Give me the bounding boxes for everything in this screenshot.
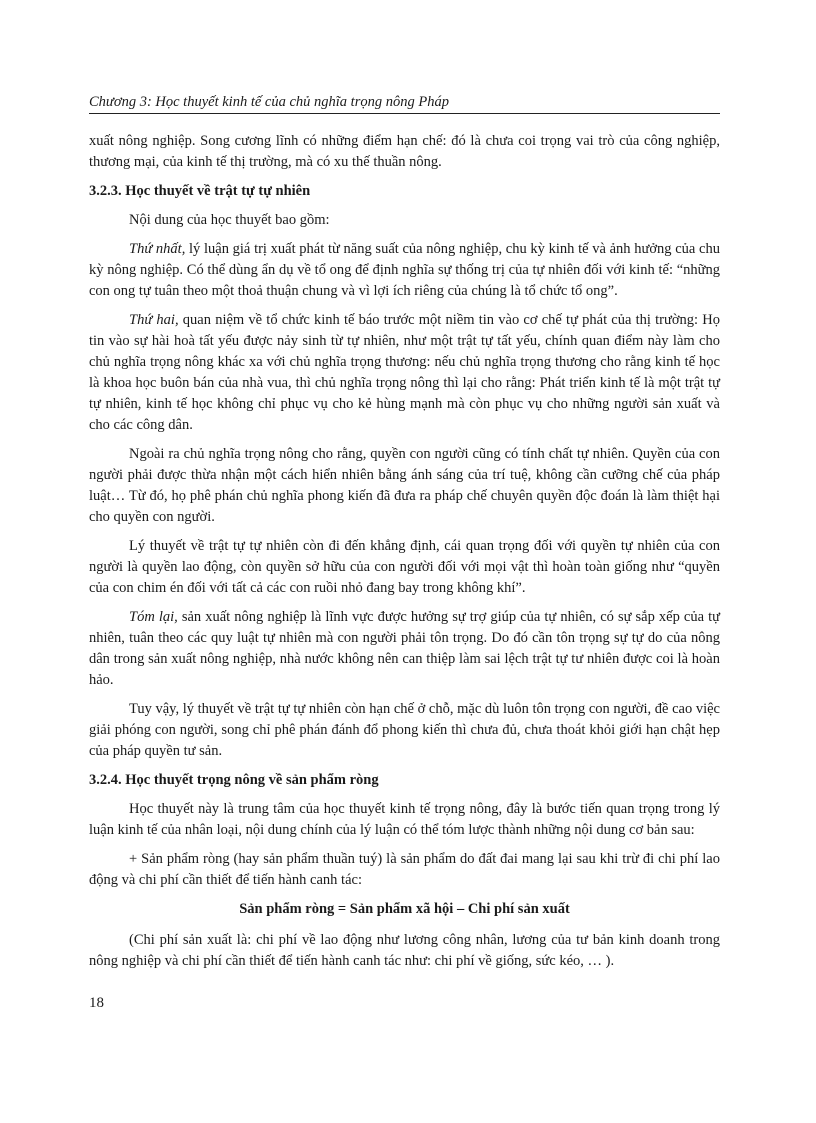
paragraph-net-product-intro: Học thuyết này là trung tâm của học thuyết kinh tế trọng nông, đây là bước tiến quan trọng trong lý luận kinh tế của nhân loại, nội dung chính của lý luận có thể tóm lược thành những nội dung cơ bản sau: (89, 801, 720, 838)
page-number: 18 (89, 995, 104, 1011)
paragraph-content-intro: Nội dung của học thuyết bao gồm: (129, 212, 330, 228)
paragraph-intro: xuất nông nghiệp. Song cương lĩnh có những điểm hạn chế: đó là chưa coi trọng vai trò của công nghiệp, thương mại, của kinh tế thị trường, mà có xu thế thuần nông. (89, 133, 720, 170)
section-heading-3-2-4: 3.2.4. Học thuyết trọng nông về sản phẩm ròng (89, 772, 379, 788)
paragraph-first-point (89, 239, 720, 302)
net-product-formula: Sản phẩm ròng = Sản phẩm xã hội – Chi phí sản xuất (239, 901, 570, 917)
paragraph-summary (89, 607, 720, 691)
summary-lead: Tóm lại, (129, 609, 178, 625)
second-point-body: quan niệm về tổ chức kinh tế báo trước một niềm tin vào cơ chế tự phát của thị trường: Họ tin vào sự hài hoà tất yếu được nảy sinh từ tự nhiên, như một trật tự tất yếu, chính quan điểm này làm cho chủ nghĩa trọng nông khác xa với chủ nghĩa trọng thương: nếu chủ nghĩa trọng thương cho rằng kinh tế học là khoa học buôn bán của nhà vua, thì chủ nghĩa trọng nông thì lại cho rằng: Phát triển kinh tế là một trật tự tự nhiên, kinh tế học không chỉ phục vụ cho kẻ hùng mạnh mà còn phục vụ cho những người sản xuất và cho các công dân. (89, 312, 720, 433)
page-body (89, 131, 720, 980)
first-point-lead: Thứ nhất, (129, 241, 186, 257)
first-point-body: lý luận giá trị xuất phát từ năng suất của nông nghiệp, chu kỳ kinh tế và ảnh hưởng của chu kỳ nông nghiệp. Có thể dùng ẩn dụ về tổ ong để định nghĩa sự thống trị của tự nhiên đối với kinh tế: “những con ong tự tuân theo một thoả thuận chung và vì lợi ích riêng của chúng là tổ chức tổ ong”. (89, 241, 720, 299)
section-heading-3-2-3: 3.2.3. Học thuyết về trật tự tự nhiên (89, 183, 311, 199)
paragraph-limitations: Tuy vậy, lý thuyết về trật tự tự nhiên còn hạn chế ở chỗ, mặc dù luôn tôn trọng con người, đề cao việc giải phóng con người, song chỉ phê phán đánh đổ phong kiến thì chưa đủ, chưa thoát khỏi giới hạn chật hẹp của pháp quyền tư sản. (89, 701, 720, 759)
second-point-lead: Thứ hai, (129, 312, 179, 328)
paragraph-labor-rights: Lý thuyết về trật tự tự nhiên còn đi đến khẳng định, cái quan trọng đối với quyền tự nhiên của con người là quyền lao động, còn quyền sở hữu của con người đối với mọi vật thì hoàn toàn giống như “quyền của con chim én đối với tất cả các con ruồi nhỏ đang bay trong không khí”. (89, 538, 720, 596)
summary-body: sản xuất nông nghiệp là lĩnh vực được hưởng sự trợ giúp của tự nhiên, có sự sắp xếp của tự nhiên, tuân theo các quy luật tự nhiên mà con người phải tôn trọng. Do đó cần tôn trọng sự tự do của nông dân trong sản xuất nông nghiệp, nhà nước không nên can thiệp làm sai lệch trật tự tư nhiên được coi là hoàn hảo. (89, 609, 720, 688)
paragraph-net-product-definition: + Sản phẩm ròng (hay sản phẩm thuần tuý) là sản phẩm do đất đai mang lại sau khi trừ đi chi phí lao động và chi phí cần thiết để tiến hành canh tác: (89, 851, 720, 888)
paragraph-cost-note: (Chi phí sản xuất là: chi phí về lao động như lương công nhân, lương của tư bản kinh doanh trong nông nghiệp và chi phí cần thiết để tiến hành canh tác như: chi phí về giống, sức kéo, … ). (89, 932, 720, 969)
running-header: Chương 3: Học thuyết kinh tế của chủ nghĩa trọng nông Pháp (89, 94, 449, 110)
paragraph-second-point (89, 310, 720, 436)
header-rule (89, 113, 720, 114)
paragraph-human-rights: Ngoài ra chủ nghĩa trọng nông cho rằng, quyền con người cũng có tính chất tự nhiên. Quyền của con người phải được thừa nhận một cách hiển nhiên bằng ánh sáng của trí tuệ, không cần cưỡng chế của pháp luật… Từ đó, họ phê phán chủ nghĩa phong kiến đã đưa ra pháp chế chuyên quyền độc đoán là làm thiệt hại cho quyền con người. (89, 446, 720, 525)
